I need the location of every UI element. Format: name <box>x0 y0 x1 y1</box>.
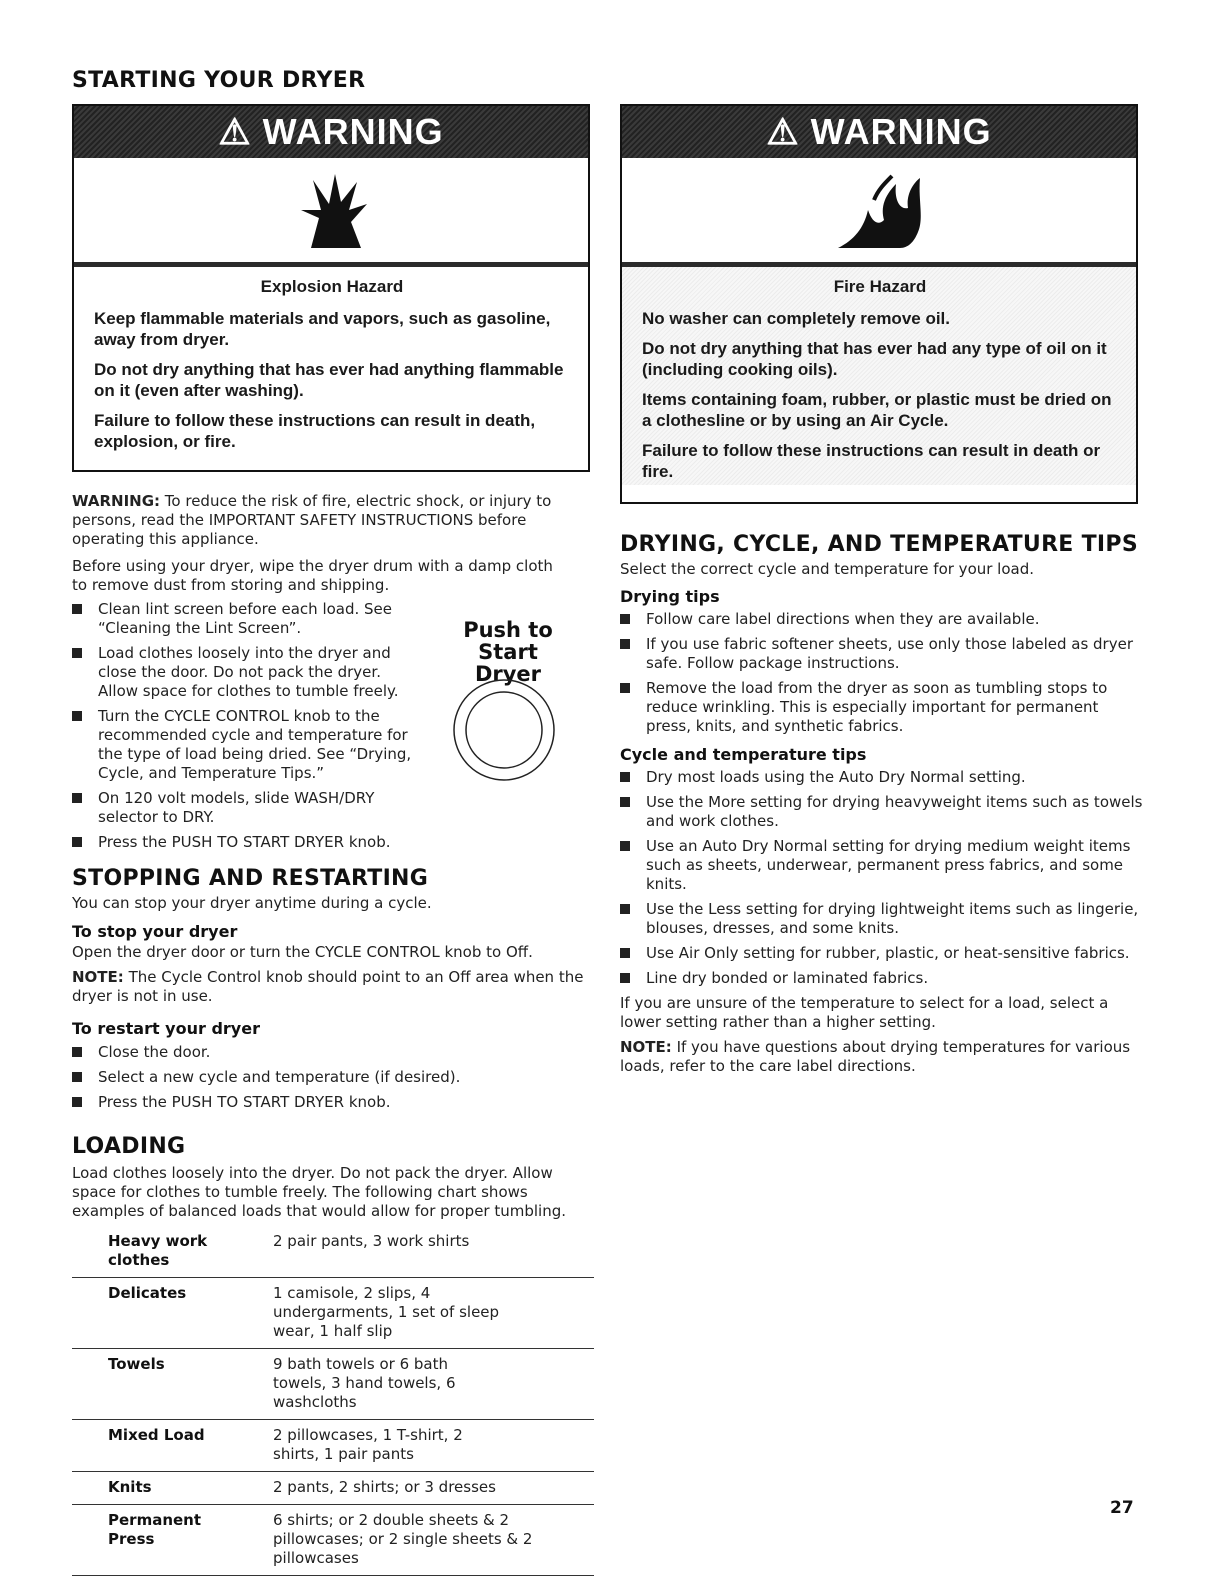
warning-line: Items containing foam, rubber, or plastic must be dried on a clothesline or by using an Air Cycle. <box>642 390 1112 430</box>
warning-header <box>622 106 1136 158</box>
list-item: Clean lint screen before each load. See “Cleaning the Lint Screen”. <box>72 600 417 638</box>
list-item: Load clothes loosely into the dryer and close the door. Do not pack the dryer. Allow space for clothes to tumble freely. <box>72 644 417 701</box>
stopping-section <box>72 894 592 1112</box>
stop-text: Open the dryer door or turn the CYCLE CONTROL knob to Off. <box>72 943 533 961</box>
intro-text: Before using your dryer, wipe the dryer drum with a damp cloth to remove dust from storing and shipping. <box>72 557 553 594</box>
load-type: Mixed Load <box>72 1420 273 1472</box>
note-label: NOTE: <box>72 968 124 986</box>
tips-note <box>620 1038 1145 1076</box>
stopping-title: STOPPING AND RESTARTING <box>72 866 429 891</box>
table-row <box>72 1226 594 1278</box>
list-item: Remove the load from the dryer as soon as tumbling stops to reduce wrinkling. This is especially important for permanent press, knits, and synthetic fabrics. <box>620 679 1145 736</box>
loading-intro: Load clothes loosely into the dryer. Do not pack the dryer. Allow space for clothes to tumble freely. The following chart shows examples of balanced loads that would allow for proper tumbling. <box>72 1164 567 1220</box>
list-item: Select a new cycle and temperature (if desired). <box>72 1068 592 1087</box>
table-row <box>72 1420 594 1472</box>
warning-body <box>74 267 588 473</box>
list-item: Use an Auto Dry Normal setting for drying medium weight items such as sheets, underwear, permanent press fabrics, and some knits. <box>620 837 1145 894</box>
list-item: Close the door. <box>72 1043 592 1062</box>
warning-title: ⚠ WARNING <box>766 111 992 152</box>
warning-text: To reduce the risk of fire, electric shock, or injury to persons, read the IMPORTANT SAFETY INSTRUCTIONS before operating this appliance. <box>72 492 552 548</box>
table-row <box>72 1349 594 1420</box>
push-to-start-knob-icon <box>452 678 556 782</box>
stopping-intro: You can stop your dryer anytime during a cycle. <box>72 894 432 912</box>
explosion-icon-area <box>74 158 588 267</box>
stop-title: To stop your dryer <box>72 922 238 941</box>
list-item: Line dry bonded or laminated fabrics. <box>620 969 1145 988</box>
drying-tips-title: Drying tips <box>620 587 720 606</box>
note-text: The Cycle Control knob should point to an Off area when the dryer is not in use. <box>72 968 584 1005</box>
warning-line: Keep flammable materials and vapors, such as gasoline, away from dryer. <box>94 309 551 349</box>
load-type: Permanent Press <box>72 1505 273 1576</box>
warning-header <box>74 106 588 158</box>
starting-steps <box>72 600 417 852</box>
fire-icon-area <box>622 158 1136 267</box>
warning-line: Do not dry anything that has ever had anything flammable on it (even after washing). <box>94 360 564 400</box>
warning-box-explosion <box>72 104 590 472</box>
list-item: Turn the CYCLE CONTROL knob to the recommended cycle and temperature for the type of load being dried. See “Drying, Cycle, and Temperature Tips.” <box>72 707 417 783</box>
restart-steps <box>72 1043 592 1112</box>
restart-title: To restart your dryer <box>72 1019 260 1038</box>
drying-tips-list <box>620 610 1145 736</box>
load-items: 1 camisole, 2 slips, 4 undergarments, 1 set of sleep wear, 1 half slip <box>273 1278 594 1349</box>
table-row <box>72 1505 594 1576</box>
warning-box-fire <box>620 104 1138 504</box>
unsure-text: If you are unsure of the temperature to select for a load, select a lower setting rather than a higher setting. <box>620 994 1109 1031</box>
stop-note <box>72 968 592 1006</box>
load-type: Heavy work clothes <box>72 1226 273 1278</box>
warning-body <box>622 267 1136 485</box>
push-label-line2: Dryer <box>474 662 542 686</box>
list-item: Press the PUSH TO START DRYER knob. <box>72 833 417 852</box>
push-label-line1: Push to Start <box>463 618 553 664</box>
table-row <box>72 1472 594 1505</box>
load-type: Delicates <box>72 1278 273 1349</box>
tips-section <box>620 560 1145 1076</box>
hazard-title: Fire Hazard <box>833 277 927 296</box>
starting-section <box>72 492 572 595</box>
warning-line: Failure to follow these instructions can result in death or fire. <box>642 441 1101 481</box>
tips-title: DRYING, CYCLE, AND TEMPERATURE TIPS <box>620 532 1138 557</box>
list-item: If you use fabric softener sheets, use only those labeled as dryer safe. Follow package instructions. <box>620 635 1145 673</box>
list-item: Follow care label directions when they are available. <box>620 610 1145 629</box>
load-type: Towels <box>72 1349 273 1420</box>
warning-label: WARNING: <box>72 492 161 510</box>
list-item: On 120 volt models, slide WASH/DRY selector to DRY. <box>72 789 417 827</box>
loading-title: LOADING <box>72 1134 186 1159</box>
load-type: Knits <box>72 1472 273 1505</box>
warning-title: ⚠ WARNING <box>218 111 444 152</box>
warning-line: Do not dry anything that has ever had any type of oil on it (including cooking oils). <box>642 339 1107 379</box>
note-text: If you have questions about drying temperatures for various loads, refer to the care label directions. <box>620 1038 1131 1075</box>
load-items: 2 pair pants, 3 work shirts <box>273 1226 594 1278</box>
load-items: 6 shirts; or 2 double sheets & 2 pillowcases; or 2 single sheets & 2 pillowcases <box>273 1505 594 1576</box>
push-to-start-label <box>430 619 586 685</box>
list-item: Use Air Only setting for rubber, plastic, or heat-sensitive fabrics. <box>620 944 1145 963</box>
note-label: NOTE: <box>620 1038 672 1056</box>
warning-line: Failure to follow these instructions can result in death, explosion, or fire. <box>94 411 536 451</box>
load-items: 2 pillowcases, 1 T-shirt, 2 shirts, 1 pair pants <box>273 1420 594 1472</box>
cycle-tips-title: Cycle and temperature tips <box>620 745 867 764</box>
load-items: 2 pants, 2 shirts; or 3 dresses <box>273 1472 594 1505</box>
hazard-title: Explosion Hazard <box>260 277 404 296</box>
explosion-icon <box>291 170 371 250</box>
tips-intro: Select the correct cycle and temperature for your load. <box>620 560 1035 578</box>
load-table <box>72 1226 594 1576</box>
cycle-tips-list <box>620 768 1145 988</box>
page-number: 27 <box>1110 1498 1134 1518</box>
list-item: Press the PUSH TO START DRYER knob. <box>72 1093 592 1112</box>
warning-line: No washer can completely remove oil. <box>642 309 951 328</box>
list-item: Dry most loads using the Auto Dry Normal setting. <box>620 768 1145 787</box>
page-title: STARTING YOUR DRYER <box>72 68 366 93</box>
safety-warning <box>72 492 572 549</box>
table-row <box>72 1278 594 1349</box>
load-items: 9 bath towels or 6 bath towels, 3 hand towels, 6 washcloths <box>273 1349 594 1420</box>
fire-icon <box>834 170 924 250</box>
list-item: Use the More setting for drying heavyweight items such as towels and work clothes. <box>620 793 1145 831</box>
list-item: Use the Less setting for drying lightweight items such as lingerie, blouses, dresses, and some knits. <box>620 900 1145 938</box>
